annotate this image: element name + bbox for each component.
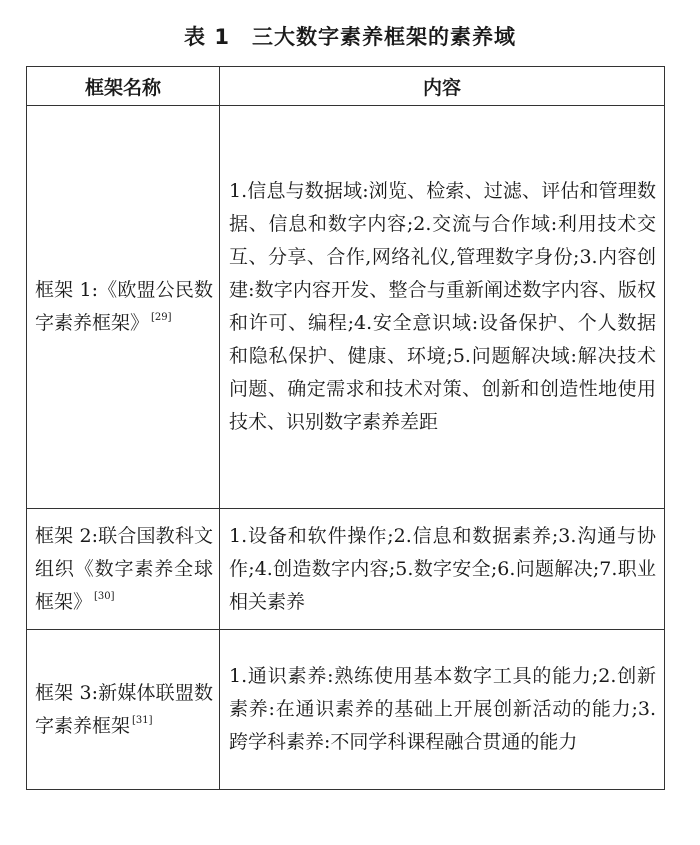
citation-ref: [30]	[94, 590, 115, 602]
frameworks-table	[26, 66, 665, 790]
framework-content-cell: 1.信息与数据域:浏览、检索、过滤、评估和管理数据、信息和数字内容;2.交流与合作域:利用技术交互、分享、合作,网络礼仪,管理数字身份;3.内容创建:数字内容开发、整合与重新阐述数字内容、版权和许可、编程;4.安全意识域:设备保护、个人数据和隐私保护、健康、环境;5.问题解决域:解决技术问题、确定需求和技术对策、创新和创造性地使用技术、识别数字素养差距	[220, 106, 665, 509]
framework-content-cell: 1.通识素养:熟练使用基本数字工具的能力;2.创新素养:在通识素养的基础上开展创新活动的能力;3.跨学科素养:不同学科课程融合贯通的能力	[220, 630, 665, 790]
framework-content-cell: 1.设备和软件操作;2.信息和数据素养;3.沟通与协作;4.创造数字内容;5.数字安全;6.问题解决;7.职业相关素养	[220, 509, 665, 630]
table-row	[27, 509, 665, 630]
framework-name-cell	[27, 630, 220, 790]
table-number: 表 1	[184, 25, 230, 49]
table-header-row	[27, 67, 665, 106]
header-content: 内容	[220, 67, 665, 106]
framework-name: 框架 3:新媒体联盟数字素养框架	[35, 681, 213, 737]
table-row	[27, 630, 665, 790]
framework-name-cell	[27, 106, 220, 509]
table-caption	[0, 22, 700, 52]
framework-name: 框架 2:联合国教科文组织《数字素养全球框架》	[35, 524, 213, 613]
table-title: 三大数字素养框架的素养域	[251, 25, 516, 49]
framework-name-cell	[27, 509, 220, 630]
framework-name: 框架 1:《欧盟公民数字素养框架》	[35, 279, 213, 334]
citation-ref: [29]	[151, 312, 172, 323]
table-row	[27, 106, 665, 509]
citation-ref: [31]	[132, 714, 153, 726]
header-framework-name: 框架名称	[27, 67, 220, 106]
